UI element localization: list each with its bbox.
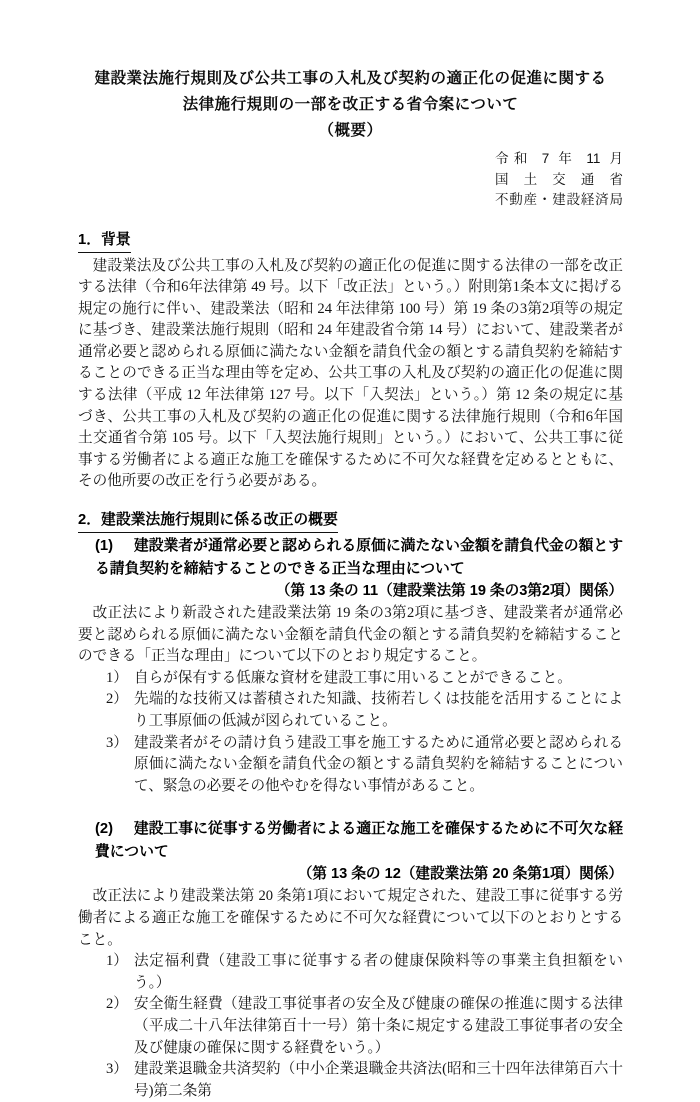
list-item: [106, 951, 623, 994]
title-line-2: 法律施行規則の一部を改正する省令案について: [182, 96, 519, 113]
list-item: [106, 668, 623, 690]
title-line-1: 建設業法施行規則及び公共工事の入札及び契約の適正化の促進に関する: [94, 70, 607, 87]
item-text: 建設業者がその請け負う建設工事を施工するために通常必要と認められる原価に満たない金額を請負代金の額とする請負契約を締結することについて、緊急の必要その他やむを得ない事情があること。: [134, 734, 623, 794]
bureau-name: 不動産・建設経済局: [495, 192, 623, 207]
list-item: [106, 994, 623, 1059]
sub1-body: 改正法により新設された建設業法第 19 条の3第2項に基づき、建設業者が通常必要と認められる原価に満たない金額を請負代金の額とする請負契約を締結することのできる「正当な理由」について以下のとおり規定すること。: [78, 605, 623, 665]
document-title: [78, 66, 623, 144]
list-item: [106, 733, 623, 798]
item-text: 法定福利費（建設工事に従事する者の健康保険料等の事業主負担額をいう。）: [134, 953, 623, 991]
list-item: [106, 689, 623, 732]
item-number: 1）: [106, 953, 128, 970]
list-item: [106, 1059, 623, 1102]
section2-sub1-heading: [95, 535, 623, 580]
item-text: 建設業退職金共済契約（中小企業退職金共済法(昭和三十四年法律第百六十号)第二条第: [134, 1061, 623, 1099]
sub1-title: 建設業者が通常必要と認められる原価に満たない金額を請負代金の額とする請負契約を締結することのできる正当な理由について: [95, 538, 623, 577]
sub2-body: 改正法により建設業法第 20 条第1項において規定された、建設工事に従事する労働者による適正な施工を確保するために不可欠な経費について以下のとおりとすること。: [78, 888, 623, 948]
section2-sub2-heading: [95, 818, 623, 863]
section2-heading: 2．建設業法施行規則に係る改正の概要: [78, 509, 623, 533]
item-number: 3）: [106, 734, 128, 751]
item-number: 1）: [106, 669, 128, 686]
sub2-article-reference: （第 13 条の 12（建設業法第 20 条第1項）関係）: [297, 866, 623, 883]
sub2-title: 建設工事に従事する労働者による適正な施工を確保するために不可欠な経費について: [95, 821, 623, 860]
sub2-number: (2): [95, 821, 114, 838]
ministry-name: 国 土 交 通 省: [495, 171, 623, 187]
item-text: 自らが保有する低廉な資材を建設工事に用いることができること。: [134, 669, 572, 686]
date-org-block: [495, 149, 623, 211]
title-line-3-summary: （概要）: [318, 122, 383, 139]
sub1-number: (1): [95, 538, 114, 555]
sub2-item-list: [106, 951, 623, 1102]
item-number: 2）: [106, 691, 128, 708]
item-text: 先端的な技術又は蓄積された知識、技術若しくは技能を活用することにより工事原価の低減が図られていること。: [134, 691, 623, 729]
item-text: 安全衛生経費（建設工事従事者の安全及び健康の確保の推進に関する法律（平成二十八年法律第百十一号）第十条に規定する建設工事従事者の安全及び健康の確保に関する経費をいう。）: [134, 996, 623, 1056]
section1-body: 建設業法及び公共工事の入札及び契約の適正化の促進に関する法律の一部を改正する法律（令和6年法律第 49 号。以下「改正法」という。）附則第1条本文に掲げる規定の施行に伴い、建設業法（昭和 24 年法律第 100 号）第 19 条の3第2項等の規定に基づき、建設業法施行規則（昭和 24 年建設省令第 14 号）において、建設業者が通常必要と認められる原価に満たない金額を請負代金の額とする請負契約を締結することのできる正当な理由等を定め、公共工事の入札及び契約の適正化の促進に関する法律（平成 12 年法律第 127 号。以下「入契法」という。）第 12 条の規定に基づき、公共工事の入札及び契約の適正化の促進に関する法律施行規則（令和6年国土交通省令第 105 号。以下「入契法施行規則」という。）において、公共工事に従事する労働者による適正な施工を確保するために不可欠な経費を定めるとともに、その他所要の改正を行う必要がある。: [78, 257, 623, 490]
sub1-article-reference: （第 13 条の 11（建設業法第 19 条の3第2項）関係）: [275, 583, 623, 600]
section1-heading: 1．背景: [78, 229, 623, 253]
item-number: 3）: [106, 1061, 128, 1078]
sub1-item-list: [106, 668, 623, 798]
item-number: 2）: [106, 996, 128, 1013]
document-date: 令和 7 年 11 月: [495, 151, 623, 166]
